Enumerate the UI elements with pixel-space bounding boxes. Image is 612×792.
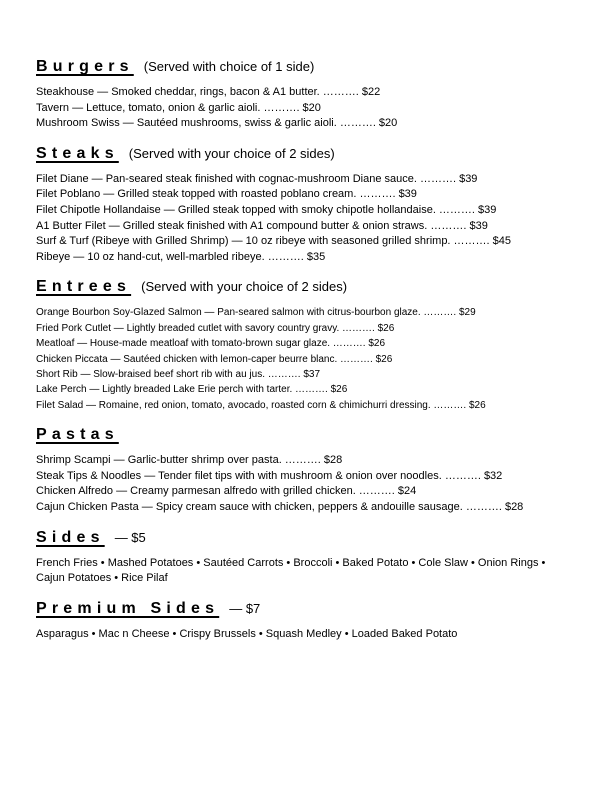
entrees-title: Entrees: [36, 278, 132, 296]
menu-item: Filet Diane — Pan-seared steak finished with cognac-mushroom Diane sauce. ………. $39: [36, 172, 478, 185]
menu-item: Filet Salad — Romaine, red onion, tomato, avocado, roasted corn & chimichurri dressing. ………. $26: [36, 399, 486, 411]
sides-section: [36, 529, 584, 587]
menu-item: A1 Butter Filet — Grilled steak finished with A1 compound butter & onion straws. ………. $39: [36, 219, 488, 232]
sides-title: Sides: [36, 528, 105, 546]
menu-item: Ribeye — 10 oz hand-cut, well-marbled ribeye. ………. $35: [36, 250, 326, 263]
sides-header: [36, 529, 584, 547]
menu-item: Cajun Chicken Pasta — Spicy cream sauce with chicken, peppers & andouille sausage. ………. $28: [36, 500, 524, 513]
menu-item: Chicken Alfredo — Creamy parmesan alfredo with grilled chicken. ………. $24: [36, 485, 417, 498]
steaks-header: [36, 145, 584, 163]
menu-item: Lake Perch — Lightly breaded Lake Erie perch with tarter. ………. $26: [36, 384, 348, 396]
menu-item: Filet Chipotle Hollandaise — Grilled steak topped with smoky chipotle hollandaise. ………. $39: [36, 203, 497, 216]
pastas-header: [36, 426, 584, 444]
pastas-title: Pastas: [36, 426, 119, 444]
entrees-section: [36, 278, 584, 413]
steaks-note: (Served with your choice of 2 sides): [128, 145, 335, 161]
entrees-list: [36, 305, 584, 413]
sides-price: — $5: [114, 529, 146, 545]
menu-item: Short Rib — Slow-braised beef short rib with au jus. ………. $37: [36, 368, 321, 380]
burgers-list: [36, 85, 584, 132]
premium-sides-list: Asparagus • Mac n Cheese • Crispy Brussels • Squash Medley • Loaded Baked Potato: [36, 627, 458, 640]
burgers-note: (Served with choice of 1 side): [143, 59, 315, 74]
burgers-header: [36, 58, 584, 76]
sides-list: French Fries • Mashed Potatoes • Sautéed Carrots • Broccoli • Baked Potato • Cole Slaw • Onion Rings • Cajun Potatoes • Rice Pilaf: [36, 556, 546, 585]
menu-page: [36, 58, 584, 642]
steaks-section: [36, 145, 584, 266]
menu-item: Mushroom Swiss — Sautéed mushrooms, swiss & garlic aioli. ………. $20: [36, 117, 398, 130]
premium-sides-title: Premium Sides: [36, 599, 220, 617]
menu-item: Fried Pork Cutlet — Lightly breaded cutlet with savory country gravy. ………. $26: [36, 322, 395, 334]
premium-sides-section: [36, 600, 584, 643]
premium-sides-price: — $7: [229, 600, 261, 616]
pastas-list: [36, 453, 584, 515]
menu-item: Chicken Piccata — Sautéed chicken with lemon-caper beurre blanc. ………. $26: [36, 353, 393, 365]
menu-item: Meatloaf — House-made meatloaf with tomato-brown sugar glaze. ………. $26: [36, 338, 386, 350]
premium-sides-header: [36, 600, 584, 618]
pastas-section: [36, 426, 584, 515]
entrees-header: [36, 278, 584, 296]
burgers-title: Burgers: [36, 58, 134, 75]
menu-item: Shrimp Scampi — Garlic-butter shrimp over pasta. ………. $28: [36, 454, 343, 467]
steaks-title: Steaks: [36, 144, 119, 162]
entrees-note: (Served with your choice of 2 sides): [141, 279, 348, 295]
menu-item: Surf & Turf (Ribeye with Grilled Shrimp) — 10 oz ribeye with seasoned grilled shrimp. ………. $45: [36, 235, 512, 248]
burgers-section: [36, 58, 584, 132]
menu-item: Steak Tips & Noodles — Tender filet tips with with mushroom & onion over noodles. ………. $32: [36, 469, 503, 482]
menu-item: Filet Poblano — Grilled steak topped with roasted poblano cream. ………. $39: [36, 188, 417, 201]
steaks-list: [36, 172, 584, 266]
menu-item: Orange Bourbon Soy-Glazed Salmon — Pan-seared salmon with citrus-bourbon glaze. ………. $29: [36, 307, 476, 319]
menu-item: Steakhouse — Smoked cheddar, rings, bacon & A1 butter. ………. $22: [36, 86, 381, 98]
menu-item: Tavern — Lettuce, tomato, onion & garlic aioli. ………. $20: [36, 101, 321, 114]
